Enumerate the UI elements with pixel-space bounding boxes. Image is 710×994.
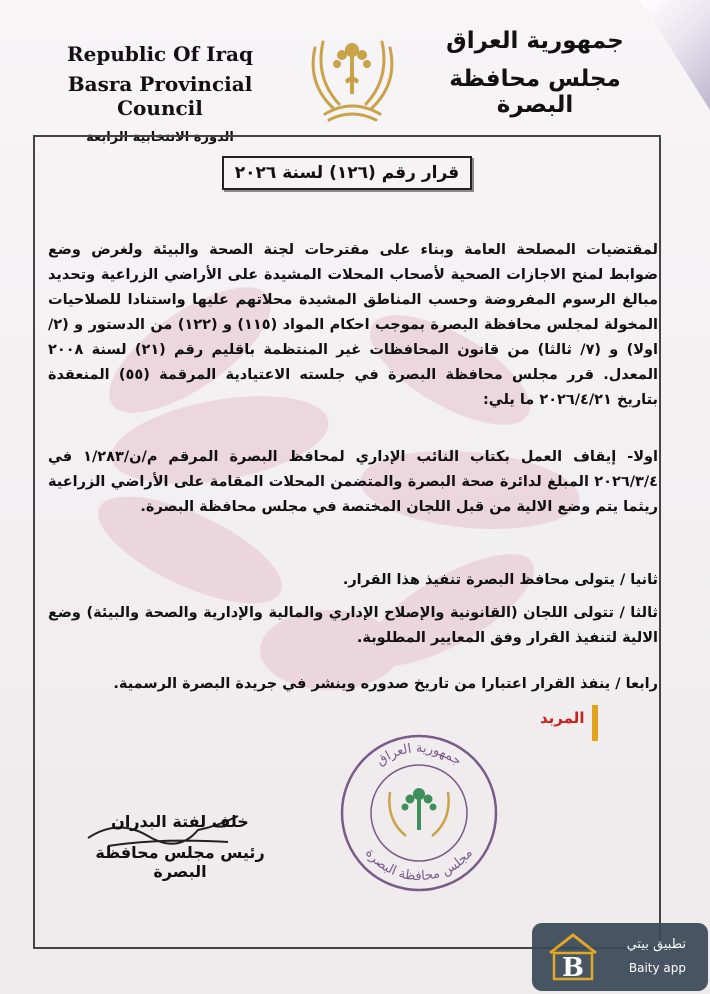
signature-block xyxy=(70,812,290,881)
header-english xyxy=(40,42,280,145)
almirbad-watermark xyxy=(540,705,600,741)
watermark-text: المربد xyxy=(540,709,585,727)
signatory-title: رئيس مجلس محافظة البصرة xyxy=(95,843,265,881)
header-electoral-term: الدورة الانتخابية الرابعة xyxy=(86,130,234,145)
header-ar-council: مجلس محافظة البصرة xyxy=(449,66,621,118)
svg-text:B: B xyxy=(562,953,584,983)
signatory-name: خلف لفتة البدران xyxy=(111,812,249,831)
watermark-bar-icon xyxy=(592,705,598,741)
app-name-arabic: تطبيق بيتي xyxy=(626,937,686,952)
decision-number-title: قرار رقم (١٢٦) لسنة ٢٠٢٦ xyxy=(222,156,472,190)
stamp-top-text: جمهورية العراق xyxy=(373,741,465,770)
clause-third: ثالثا / تتولى اللجان (القانونية والإصلاح الإداري والمالية والإدارية والصحة والبيئة) وضع الالية لتنفيذ القرار وفق المعايير المطلوبة. xyxy=(48,605,658,646)
decision-preamble: لمقتضيات المصلحة العامة وبناء على مقترحات لجنة الصحة والبيئة ولغرض وضع ضوابط لمنح الاجازات الصحية لأصحاب المحلات المشيدة على الأراضي الزراعية وتحديد مبالغ الرسوم المفروضة وحسب المناطق المشيدة محلاتهم عليها واستنادا للصلاحيات المخولة لمجلس محافظة البصرة بموجب احكام المواد (١١٥) و (١٢٢) من الدستور و (٢/ اولا) و (٧/ ثالثا) من قانون المحافظات غير المنتظمة باقليم رقم (٢١) لسنة ٢٠٠٨ المعدل. قرر مجلس محافظة البصرة في جلسته الاعتيادية المرقمة (٥٥) المنعقدة بتاريخ ٢٠٢٦/٤/٢١ ما يلي: xyxy=(48,242,658,408)
clause-first: اولا- إيقاف العمل بكتاب النائب الإداري لمحافظ البصرة المرقم م/ن/١/٢٨٣ في ٢٠٢٦/٣/٤ المبلغ لدائرة صحة البصرة والمتضمن المحلات المقامة على الأراضي الزراعية ريثما يتم وضع الالية من قبل اللجان المختصة في مجلس محافظة البصرة. xyxy=(48,449,658,515)
header-ar-country: جمهورية العراق xyxy=(446,28,624,54)
app-name-english: Baity app xyxy=(628,961,686,975)
page-corner-fold xyxy=(640,0,710,110)
header-arabic xyxy=(420,28,650,118)
baity-app-badge[interactable] xyxy=(532,923,708,991)
clause-second: ثانيا / يتولى محافظ البصرة تنفيذ هذا القرار. xyxy=(342,572,658,588)
header-en-country: Republic Of Iraq xyxy=(66,42,253,66)
clause-fourth: رابعا / ينفذ القرار اعتبارا من تاريخ صدوره وينشر في جريدة البصرة الرسمية. xyxy=(113,676,658,692)
baity-logo-icon xyxy=(546,931,600,983)
header-en-council: Basra Provincial Council xyxy=(67,72,253,120)
stamp-bottom-text: مجلس محافظة البصرة xyxy=(362,846,476,885)
official-stamp-icon xyxy=(338,732,500,894)
council-emblem-icon xyxy=(295,28,410,128)
